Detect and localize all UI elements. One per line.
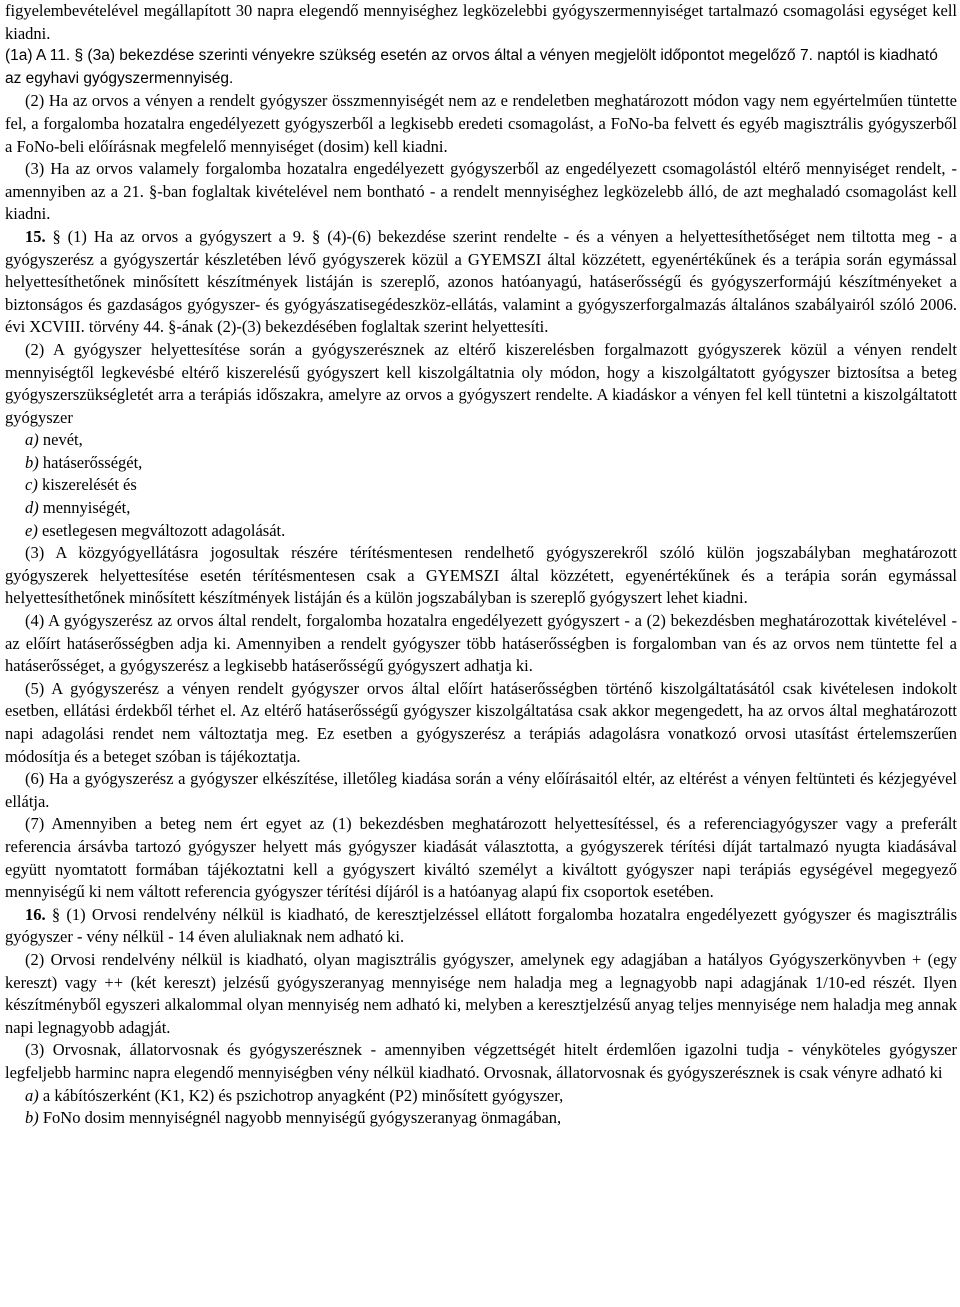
list-item [5,520,957,543]
list-item [5,1107,957,1130]
section-16-paragraph-1 [5,904,957,949]
section-16-paragraph-2: (2) Orvosi rendelvény nélkül is kiadható, olyan magisztrális gyógyszer, amelynek egy adagjában a hatályos Gyógyszerkönyvben + (egy kereszt) vagy ++ (két kereszt) jelzésű gyógyszeranyag mennyisége nem haladja meg a legnagyobb napi adagjának 1/10-ed részét. Ilyen készítményből egyszeri alkalommal olyan mennyiség nem adható ki, melyben a keresztjelzésű anyag teljes mennyisége nem haladja meg annak napi legnagyobb adagját. [5,949,957,1037]
section-16-paragraph-3: (3) Orvosnak, állatorvosnak és gyógyszerésznek - amennyiben végzettségét hitelt érdemlően igazolni tudja - vényköteles gyógyszer legfeljebb harminc napra elegendő mennyiségben vény nélkül kiadható. Orvosnak, állatorvosnak és gyógyszerésznek is csak vényre adható ki [5,1040,957,1082]
list-item [5,452,957,475]
list-item-text: mennyiségét, [42,498,131,518]
list-item-text: esetlegesen megváltozott adagolását. [41,520,286,540]
document-page [5,0,957,1130]
list-item-text: nevét, [42,430,83,450]
list-item [5,474,957,497]
paragraph-14-2: (2) Ha az orvos a vényen a rendelt gyógyszer összmennyiségét nem az e rendeletben meghatározott módon vagy nem egyértelműen tüntette fel, a forgalomba hozatalra engedélyezett gyógyszerből a legkisebb eredeti csomagolást, a FoNo-ba felvett és egyéb magisztrális gyógyszerből a FoNo-beli előírásnak megfelelő mennyiséget (dosim) kell kiadni. [5,91,957,156]
section-15-paragraph-5: (5) A gyógyszerész a vényen rendelt gyógyszer orvos által előírt hatáserősségben történő kiszolgáltatásától csak kivételesen indokolt esetben, ellátási érdekből térhet el. Az eltérő hatáserősségű gyógyszer kiszolgáltatása csak akkor megengedett, ha az orvos által meghatározott napi adagolási rendet nem változtatja meg. Ez esetben a gyógyszerész a terápiás adagolásra vonatkozó orvosi utasítást értelemszerűen módosítja és a beteget szóban is tájékoztatja. [5,678,957,766]
list-item-text: a kábítószerként (K1, K2) és pszichotrop anyagként (P2) minősített gyógyszer, [42,1085,564,1105]
section-number-16: 16. [25,904,46,924]
list-item-letter: a) [25,430,39,450]
section-15-paragraph-1 [5,226,957,339]
paragraph-14-3: (3) Ha az orvos valamely forgalomba hozatalra engedélyezett gyógyszerből az engedélyezett csomagolástól eltérő mennyiséget rendelt, - amennyiben az a 21. §-ban foglaltak kivételével nem bontható - a rendelt mennyiséghez legközelebb álló, de azt meghaladó csomagolást kell kiadni. [5,159,957,224]
list-item-letter: d) [25,498,39,518]
list-item [5,1085,957,1108]
paragraph-intro-continued: figyelembevételével megállapított 30 napra elegendő mennyiséghez legközelebbi gyógyszermennyiséget tartalmazó csomagolási egységet kell kiadni. [5,1,957,43]
list-item-letter: b) [25,1108,39,1128]
list-item-letter: a) [25,1085,39,1105]
list-item [5,497,957,520]
section-15-paragraph-2: (2) A gyógyszer helyettesítése során a gyógyszerésznek az eltérő kiszerelésben forgalmazott gyógyszerek közül a vényen rendelt mennyiségtől legkevésbé eltérő kiszerelésű gyógyszert kell kiszolgáltatnia oly módon, hogy a kiszolgáltatott gyógyszer biztosítsa a beteg gyógyszerszükségletét arra a terápiás időszakra, amelyre az orvos a gyógyszert rendelte. A kiadáskor a vényen fel kell tüntetni a kiszolgáltatott gyógyszer [5,339,957,427]
list-item-letter: e) [25,520,38,540]
list-item-letter: b) [25,452,39,472]
section-15-paragraph-4: (4) A gyógyszerész az orvos által rendelt, forgalomba hozatalra engedélyezett gyógyszert - a (2) bekezdésben meghatározottak kivételével - az előírt hatáserősségben adja ki. Amennyiben a rendelt gyógyszer több hatáserősségben is forgalomban van és az orvos nem tüntette fel a hatáserősséget, a gyógyszerész a legkisebb hatáserősségű gyógyszert adhatja ki. [5,611,957,676]
section-15-paragraph-3: (3) A közgyógyellátásra jogosultak részére térítésmentesen rendelhető gyógyszerekről szóló külön jogszabályban meghatározott gyógyszerek helyettesítése esetén térítésmentesen csak a GYEMSZI által közzétett, egyenértékűnek és a terápia során egymással helyettesíthetőnek minősített készítmények listáján és a külön jogszabályban is szereplő gyógyszert lehet kiadni. [5,543,957,608]
section-15-paragraph-6: (6) Ha a gyógyszerész a gyógyszer elkészítése, illetőleg kiadása során a vény előírásaitól eltér, az eltérést a vényen feltünteti és kézjegyével ellátja. [5,769,957,811]
section-16-1-text: § (1) Orvosi rendelvény nélkül is kiadható, de keresztjelzéssel ellátott forgalomba hozatalra engedélyezett gyógyszer és magisztrális gyógyszer - vény nélkül - 14 éven aluliaknak nem adható ki. [5,904,958,947]
section-15-paragraph-7: (7) Amennyiben a beteg nem ért egyet az (1) bekezdésben meghatározott helyettesítéssel, és a referenciagyógyszer vagy a preferált referencia ársávba tartozó gyógyszer helyett más gyógyszer kiadását választotta, a gyógyszerek térítési díját tartalmazó nyugta kiadásával együtt nyomtatott formában tájékoztatni kell a gyógyszert kiváltó személyt a kiváltott gyógyszer napi terápiás egységével megegyező mennyiségű ki nem váltott referencia gyógyszer térítési díjáról is a hatóanyag alapú fix csoportok esetében. [5,814,957,902]
list-item-text: kiszerelését és [41,475,137,495]
list-item-text: hatáserősségét, [42,452,143,472]
list-item-letter: c) [25,475,38,495]
section-number-15: 15. [25,226,46,246]
list-item-text: FoNo dosim mennyiségnél nagyobb mennyiségű gyógyszeranyag önmagában, [42,1108,562,1128]
section-15-1-text: § (1) Ha az orvos a gyógyszert a 9. § (4)-(6) bekezdése szerint rendelte - és a vényen a helyettesíthetőséget nem tiltotta meg - a gyógyszerész a gyógyszertár készletében lévő gyógyszerek közül a GYEMSZI által közzétett, egyenértékűnek és a terápia során egymással helyettesíthetőnek minősített készítmények listáján is szereplő, azonos hatóanyagú, hatáserősségű és gyógyszerformájú készítményeket a biztonságos és gazdaságos gyógyszer- és gyógyászatisegédeszköz-ellátás, valamint a gyógyszerforgalmazás általános szabályairól szóló 2006. évi XCVIII. törvény 44. §-ának (2)-(3) bekezdésében foglaltak szerint helyettesíti. [5,226,957,337]
paragraph-1a: (1a) A 11. § (3a) bekezdése szerinti vényekre szükség esetén az orvos által a vényen megjelölt időpontot megelőző 7. naptól is kiadható az egyhavi gyógyszermennyiség. [5,47,938,87]
list-item [5,429,957,452]
